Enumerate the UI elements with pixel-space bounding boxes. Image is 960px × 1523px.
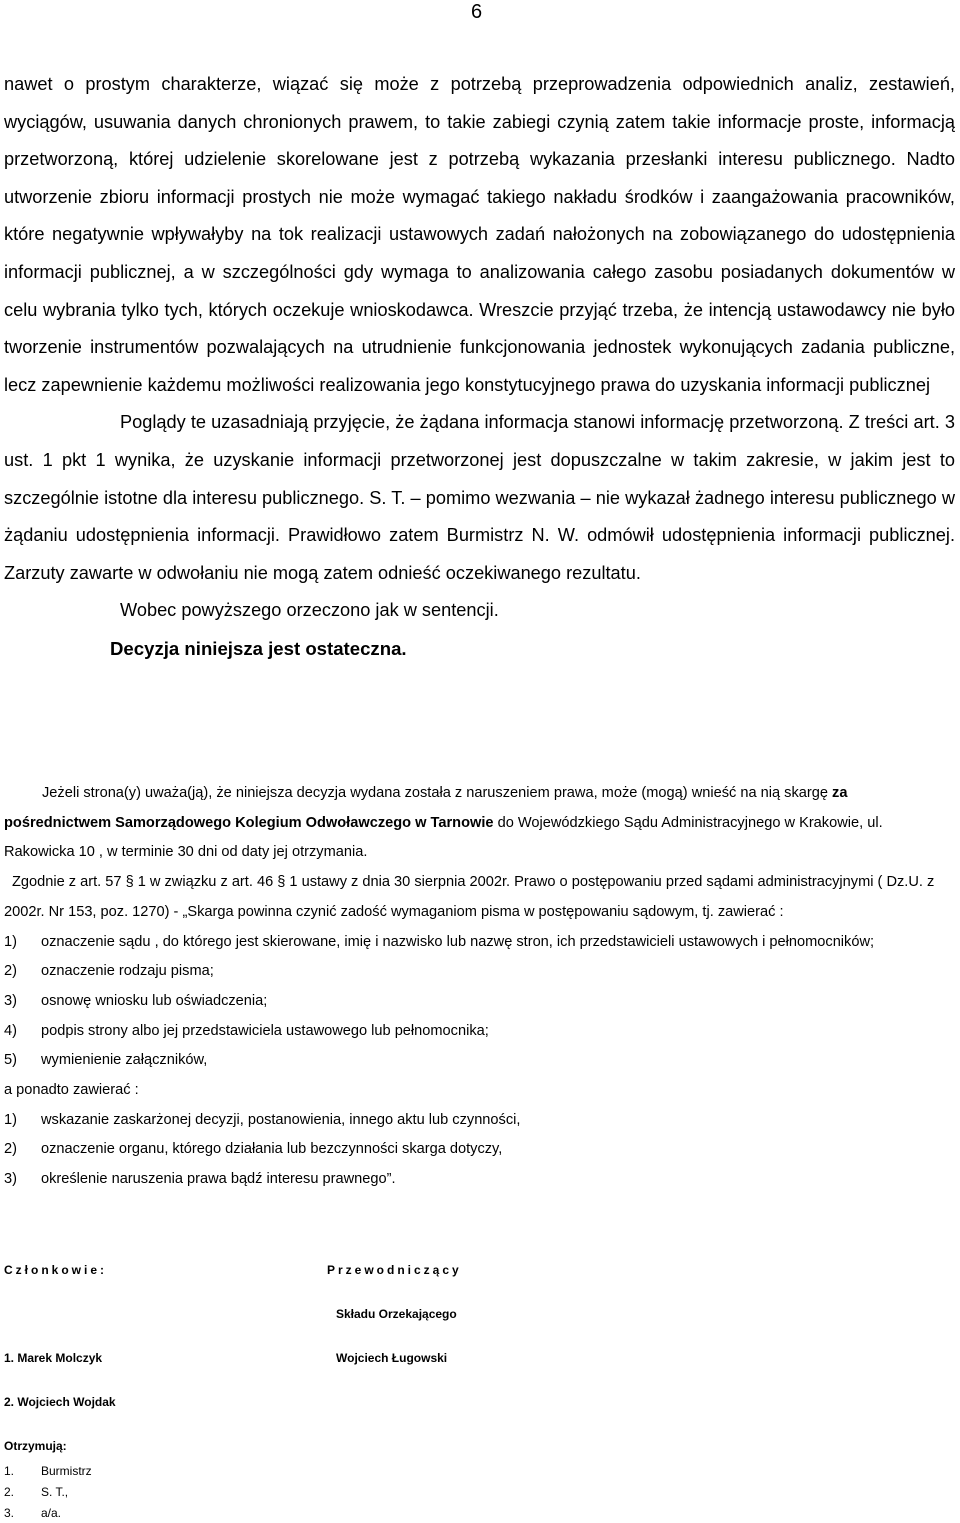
recipient-number: 2. bbox=[4, 1485, 15, 1499]
list-item: 1) wskazanie zaskarżonej decyzji, postanowienia, innego aktu lub czynności, bbox=[4, 1111, 521, 1128]
appeal-instruction bbox=[4, 779, 944, 1195]
paragraph-argument: nawet o prostym charakterze, wiązać się może z potrzebą przeprowadzenia odpowiednich analiz, zestawień, wyciągów, usuwania danych chronionych prawem, to takie zabiegi czynią zatem takie informacje proste, informacją przetworzoną, której udzielenie skorelowane jest z potrzebą wykazania przesłanki interesu publicznego. Nadto utworzenie zbioru informacji prostych nie może wymagać takiego nakładu środków i zaangażowania pracowników, które negatywnie wpływałyby na tok realizacji ustawowych zadań nałożonych na zobowiązanego do udostępnienia informacji publicznej, a w szczególności gdy wymaga to analizowania całego zasobu posiadanych dokumentów w celu wybrania tylko tych, których oczekuje wnioskodawca. Wreszcie przyjąć trzeba, że intencją ustawodawcy nie było tworzenie instrumentów pozwalających na utrudnienie funkcjonowania jednostek wykonujących zadania publiczne, lecz zapewnienie każdemu możliwości realizowania jego konstytucyjnego prawa do uzyskania informacji publicznej bbox=[4, 74, 955, 395]
list-item: 3) osnowę wniosku lub oświadczenia; bbox=[4, 992, 268, 1009]
recipient-name: Burmistrz bbox=[41, 1464, 92, 1478]
member-2-name: 2. Wojciech Wojdak bbox=[4, 1395, 116, 1409]
recipient-number: 3. bbox=[4, 1506, 15, 1520]
sentence-statement: Wobec powyższego orzeczono jak w sentencji. bbox=[120, 600, 499, 621]
paragraph-conclusion: Poglądy te uzasadniają przyjęcie, że żądana informacja stanowi informację przetworzoną. Z treści art. 3 ust. 1 pkt 1 wynika, że uzyskanie informacji przetworzonej jest dopuszczalne w takim zakresie, w jakim jest to szczególnie istotne dla interesu publicznego. S. T. – pomimo wezwania – nie wykazał żadnego interesu publicznego w żądaniu udostępnienia informacji. Prawidłowo zatem Burmistrz N. W. odmówił udostępnienia informacji publicznej. Zarzuty zawarte w odwołaniu nie mogą zatem odnieść oczekiwanego rezultatu. bbox=[4, 412, 955, 583]
page-number: 6 bbox=[471, 1, 483, 23]
list-item: 3) określenie naruszenia prawa bądź interesu prawnego”. bbox=[4, 1171, 396, 1188]
members-label: Członkowie: bbox=[4, 1263, 108, 1277]
recipient-number: 1. bbox=[4, 1464, 15, 1478]
recipients-label: Otrzymują: bbox=[4, 1439, 67, 1453]
decision-justification bbox=[4, 66, 955, 668]
appeal-intermediary: za pośrednictwem Samorządowego Kolegium Odwoławczego w Tarnowie bbox=[4, 785, 848, 831]
additional-requirements-label: a ponadto zawierać : bbox=[4, 1082, 139, 1099]
chair-name: Wojciech Ługowski bbox=[336, 1351, 448, 1365]
appeal-paragraph bbox=[4, 779, 944, 868]
finality-statement: Decyzja niniejsza jest ostateczna. bbox=[110, 637, 407, 659]
list-item: 2) oznaczenie rodzaju pisma; bbox=[4, 963, 214, 980]
recipient-name: a/a. bbox=[41, 1506, 62, 1520]
appeal-intro: Jeżeli strona(y) uważa(ją), że niniejsza decyzja wydana została z naruszeniem prawa, może (mogą) wnieść na nią skargę bbox=[42, 785, 828, 801]
member-1-name: 1. Marek Molczyk bbox=[4, 1351, 103, 1365]
panel-label: Składu Orzekającego bbox=[336, 1307, 457, 1321]
list-item: 1) oznaczenie sądu , do którego jest skierowane, imię i nazwisko lub nazwę stron, ich przedstawicieli ustawowych i pełnomocników; bbox=[4, 933, 875, 950]
list-item: 2) oznaczenie organu, którego działania lub bezczynności skarga dotyczy, bbox=[4, 1141, 503, 1158]
chair-label: Przewodniczący bbox=[327, 1263, 462, 1277]
appeal-court: do Wojewódzkiego Sądu Administracyjnego w Krakowie, ul. Rakowicka 10 , w terminie 30 dni od daty jej otrzymania. bbox=[4, 814, 883, 861]
recipient-name: S. T., bbox=[41, 1485, 69, 1499]
appeal-legal-basis: Zgodnie z art. 57 § 1 w związku z art. 46 § 1 ustawy z dnia 30 sierpnia 2002r. Prawo o postępowaniu przed sądami administracyjnymi ( Dz.U. z 2002r. Nr 153, poz. 1270) - „Skarga powinna czynić zadość wymaganiom pisma w postępowaniu sądowym, tj. zawierać : bbox=[4, 874, 935, 920]
list-item: 5) wymienienie załączników, bbox=[4, 1052, 208, 1069]
list-item: 4) podpis strony albo jej przedstawiciela ustawowego lub pełnomocnika; bbox=[4, 1022, 489, 1039]
